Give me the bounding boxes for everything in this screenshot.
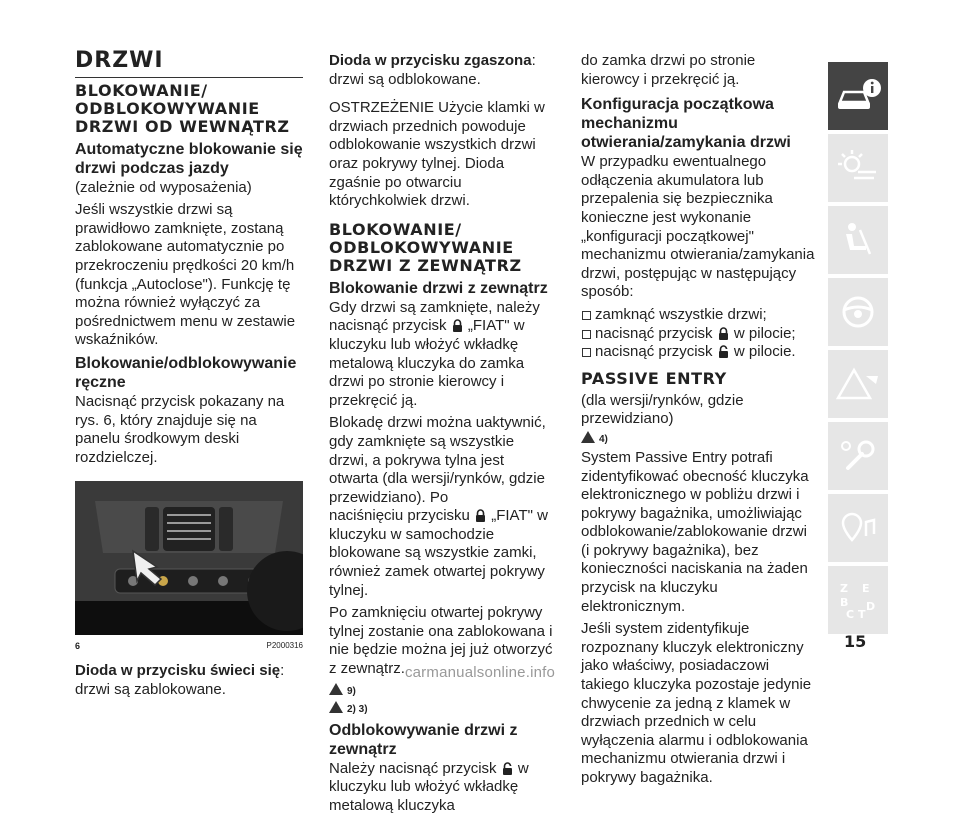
text: nacisnąć przycisk (595, 324, 713, 342)
chapter-tabs (828, 62, 888, 638)
warning-triangle-icon (581, 431, 595, 443)
warning-ref-text: 2) 3) (347, 703, 368, 715)
paragraph-lock-button (329, 317, 557, 410)
paragraph: System Passive Entry potrafi zidentyfikować obecność kluczyka elektronicznego w pobliżu drzwi i pokrywy bagażnika, umożliwiając odblokowanie/zablokowanie drzwi (i pokrywy bagażnika), bez konieczności naciskania na żaden przycisk na kluczyku elektronicznym. (581, 448, 809, 615)
figure-code: P2000316 (266, 641, 303, 651)
subheading-outside-lock: Blokowanie drzwi z zewnątrz (329, 279, 548, 297)
led-off-label: Dioda w przycisku zgaszona (329, 52, 532, 69)
tab-multimedia[interactable] (828, 494, 888, 562)
unlock-icon (718, 345, 729, 358)
steering-wheel-icon (836, 292, 880, 332)
svg-text:Z: Z (840, 582, 848, 595)
section-heading-inside: BLOKOWANIE/ ODBLOKOWYWANIE DRZWI OD WEWNĄTRZ (75, 80, 290, 136)
car-info-icon (834, 76, 882, 116)
warning-ref-text: 4) (599, 433, 608, 445)
sun-climate-icon (836, 148, 880, 188)
paragraph: Gdy drzwi są zamknięte, należy (329, 298, 540, 316)
section-heading-outside: BLOKOWANIE/ ODBLOKOWYWANIE DRZWI Z ZEWNĄTRZ (329, 219, 522, 275)
column-2 (329, 52, 557, 819)
warning-triangle-icon (329, 683, 343, 695)
paragraph: Jeśli system zidentyfikuje rozpoznany kluczyk elektroniczny jako właściwy, posiadaczowi takiego kluczyka pozostaje jedynie chwycenie za jedną z klamek w drzwiach przednich w celu wyłączenia alarmu i odblokowania mechanizmu otwierania drzwi i pokrywy bagażnika. (581, 620, 812, 786)
page-number: 15 (844, 632, 867, 651)
paragraph: (zależnie od wyposażenia) (75, 178, 252, 196)
paragraph: Nacisnąć przycisk pokazany na rys. 6, który znajduje się na panelu środkowym deski rozdzielczej. (75, 392, 285, 466)
paragraph: Po zamknięciu otwartej pokrywy tylnej zostanie ona zablokowana i nie będzie można jej już otworzyć z zewnątrz. (329, 604, 553, 678)
paragraph: W przypadku ewentualnego odłączenia akumulatora lub przepalenia się bezpiecznika konieczne jest wykonanie „konfiguracji początkowej" mechanizmu otwierania/zamykania drzwi, postępując w następujący sposób: (581, 153, 815, 301)
section-heading-passive-entry: PASSIVE ENTRY (581, 368, 727, 388)
subheading-initial-config: Konfiguracja początkowa mechanizmu otwierania/zamykania drzwi (581, 96, 791, 152)
paragraph: (dla wersji/rynków, gdzie przewidziano) (581, 391, 744, 428)
paragraph-lock-button-2 (329, 507, 557, 600)
warning-road-icon (836, 364, 880, 404)
lock-icon (718, 327, 729, 340)
wrench-service-icon (836, 436, 880, 476)
led-on-text: : drzwi są zablokowane. (75, 661, 285, 698)
caution-triangle-icon (329, 701, 343, 713)
tab-knowing-your-car[interactable] (828, 62, 888, 130)
text: „FIAT" w kluczyku w samochodzie blokowane są wszystkie zamki, również zamek otwartej pokrywy tylnej. (329, 507, 548, 599)
tab-dashboard[interactable] (828, 134, 888, 202)
figure-number: 6 (75, 641, 81, 652)
svg-text:T: T (858, 608, 866, 620)
text: nacisnąć przycisk (595, 343, 713, 361)
warning-ref-2 (329, 701, 557, 717)
tab-index[interactable] (828, 566, 888, 634)
subheading-outside-unlock: Odblokowywanie drzwi z zewnątrz (329, 721, 518, 758)
list-item (581, 306, 817, 325)
text: nacisnąć przycisk (329, 317, 447, 335)
text: „FIAT" w kluczyku lub włożyć wkładkę metalową kluczyka do zamka drzwi po stronie kierowcy i przekręcić ją. (329, 317, 525, 409)
text: w pilocie; (733, 324, 796, 342)
column-1 (75, 48, 303, 703)
paragraph: do zamka drzwi po stronie kierowcy i przekręcić ją. (581, 52, 756, 88)
subheading-manual-lock: Blokowanie/odblokowywanie ręczne (75, 354, 297, 391)
seat-safety-icon (836, 220, 880, 260)
warning-ref-3 (581, 431, 817, 447)
text: w kluczyku lub włożyć wkładkę metalową kluczyka (329, 759, 529, 814)
page-title: DRZWI (75, 52, 303, 78)
paragraph-led-off (329, 52, 557, 89)
paragraph: Jeśli wszystkie drzwi są prawidłowo zamknięte, zostaną zablokowane automatycznie po przekroczeniu prędkości 20 km/h (funkcja „Autoclose"). Funkcję tę można również wyłączyć za pośrednictwem menu w zestawie wskaźników. (75, 201, 296, 349)
text: zamknąć wszystkie drzwi; (595, 305, 767, 323)
tab-emergency[interactable] (828, 350, 888, 418)
figure-caption (75, 637, 303, 656)
tab-starting-driving[interactable] (828, 278, 888, 346)
lock-icon (452, 319, 463, 332)
figure-dashboard-button (75, 481, 303, 635)
svg-text:E: E (862, 582, 870, 595)
lock-icon (475, 509, 486, 522)
index-letters-icon (836, 580, 880, 620)
subheading-auto-lock: Automatyczne blokowanie się drzwi podczas jazdy (75, 140, 303, 177)
tab-safety[interactable] (828, 206, 888, 274)
paragraph-unlock-button (329, 760, 557, 816)
svg-text:C: C (846, 608, 855, 620)
warning-ref-text: 9) (347, 685, 356, 697)
list-item (581, 343, 817, 362)
gps-media-icon (836, 508, 880, 548)
unlock-icon (502, 762, 513, 775)
text: w pilocie. (733, 343, 796, 361)
steps-list (581, 306, 817, 362)
svg-text:D: D (866, 600, 876, 613)
watermark[interactable]: carmanualsonline.info (404, 664, 556, 681)
led-off-text: : drzwi są odblokowane. (329, 52, 536, 88)
dashboard-photo (75, 481, 303, 635)
paragraph: Blokadę drzwi można uaktywnić, gdy zamknięte są wszystkie drzwi, a pokrywa tylna jest otwarta (dla wersji/rynków, gdzie przewidziano). Po (329, 414, 546, 506)
led-on-label: Dioda w przycisku świeci się (75, 661, 281, 679)
text: Należy nacisnąć przycisk (329, 759, 497, 777)
warning-ref-1 (329, 683, 557, 699)
list-item (581, 325, 817, 344)
text: naciśnięciu przycisku (329, 507, 470, 525)
svg-text:B: B (840, 596, 849, 609)
paragraph-warning: OSTRZEŻENIE Użycie klamki w drzwiach przednich powoduje odblokowanie wszystkich drzwi oraz pokrywy tylnej. Dioda zgaśnie po otwarciu którychkolwiek drzwi. (329, 99, 545, 210)
tab-maintenance[interactable] (828, 422, 888, 490)
